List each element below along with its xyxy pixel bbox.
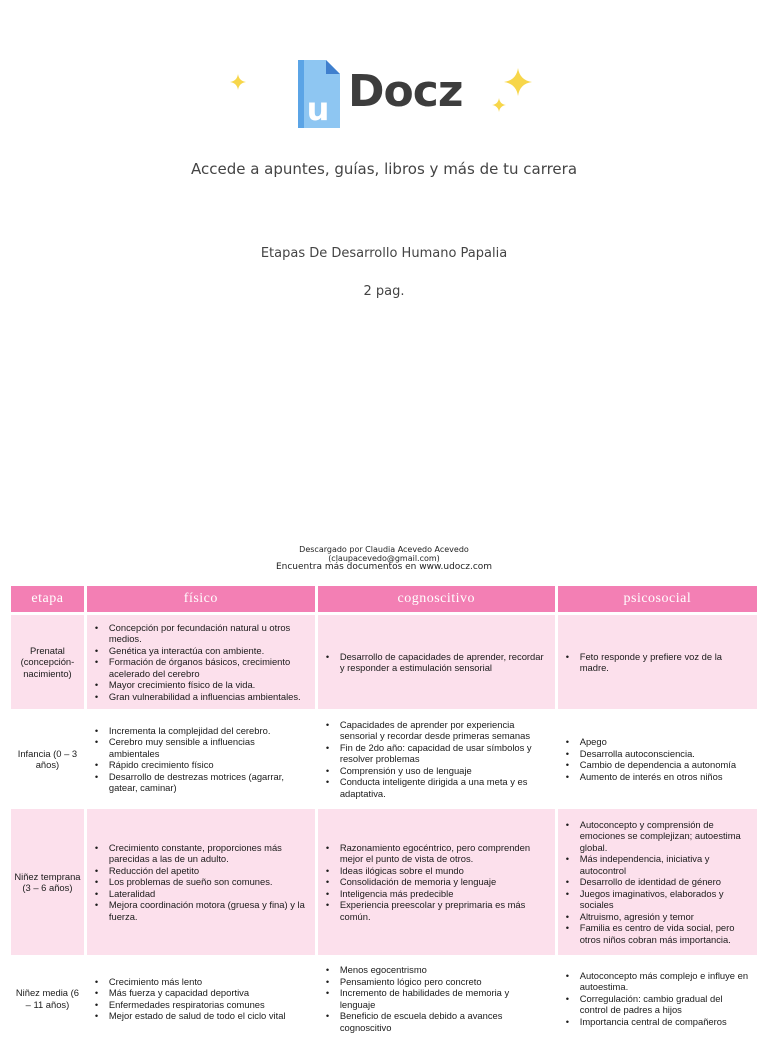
list-item: • Feto responde y prefiere voz de la madre. xyxy=(566,651,749,674)
psicosocial-list xyxy=(558,964,757,1034)
list-item: • Mejora coordinación motora (gruesa y fina) y la fuerza. xyxy=(95,899,307,922)
list-item: • Desarrollo de capacidades de aprender, recordar y responder a estimulación sensorial xyxy=(326,651,547,674)
list-item: • Beneficio de escuela debido a avances cognoscitivo xyxy=(326,1010,547,1033)
list-item: • Importancia central de compañeros xyxy=(566,1016,749,1028)
list-item: • Más independencia, iniciativa y autocontrol xyxy=(566,853,749,876)
sparkle-icon xyxy=(504,68,532,96)
stage-cell: Niñez temprana (3 – 6 años) xyxy=(11,809,84,955)
cognoscitivo-cell xyxy=(318,958,555,1039)
brand-name: Docz xyxy=(348,66,463,117)
table-row xyxy=(11,615,757,709)
fisico-list xyxy=(87,719,315,800)
fisico-list xyxy=(87,616,315,709)
psicosocial-list xyxy=(558,813,757,952)
svg-text:u: u xyxy=(306,90,330,128)
list-item: • Los problemas de sueño son comunes. xyxy=(95,876,307,888)
udocz-logo[interactable] xyxy=(292,54,482,134)
list-item: • Conducta inteligente dirigida a una meta y es adaptativa. xyxy=(326,776,547,799)
psicosocial-cell xyxy=(558,958,757,1039)
cognoscitivo-cell xyxy=(318,615,555,709)
list-item: • Gran vulnerabilidad a influencias ambientales. xyxy=(95,691,307,703)
list-item: • Razonamiento egocéntrico, pero comprenden mejor el punto de vista de otros. xyxy=(326,842,547,865)
document-title[interactable]: Etapas De Desarrollo Humano Papalia xyxy=(260,246,508,261)
tagline: Accede a apuntes, guías, libros y más de tu carrera xyxy=(190,160,578,178)
cognoscitivo-list xyxy=(318,645,555,680)
page-count: 2 pag. xyxy=(363,284,405,299)
list-item: • Reducción del apetito xyxy=(95,865,307,877)
header-psicosocial: psicosocial xyxy=(558,586,757,612)
list-item: • Genética ya interactúa con ambiente. xyxy=(95,645,307,657)
downloader-email: (claupacevedo@gmail.com) xyxy=(328,554,440,563)
list-item: • Lateralidad xyxy=(95,888,307,900)
header-cognoscitivo: cognoscitivo xyxy=(318,586,555,612)
cognoscitivo-cell xyxy=(318,712,555,806)
list-item: • Inteligencia más predecible xyxy=(326,888,547,900)
download-note xyxy=(0,545,768,572)
document-icon xyxy=(296,58,342,130)
fisico-cell xyxy=(87,615,315,709)
sparkle-icon xyxy=(492,98,506,112)
list-item: • Rápido crecimiento físico xyxy=(95,759,307,771)
list-item: • Pensamiento lógico pero concreto xyxy=(326,976,547,988)
list-item: • Cambio de dependencia a autonomía xyxy=(566,759,749,771)
header-fisico: físico xyxy=(87,586,315,612)
stage-cell: Prenatal (concepción-nacimiento) xyxy=(11,615,84,709)
table-row xyxy=(11,809,757,955)
list-item: • Formación de órganos básicos, crecimiento acelerado del cerebro xyxy=(95,656,307,679)
list-item: • Más fuerza y capacidad deportiva xyxy=(95,987,307,999)
list-item: • Familia es centro de vida social, pero otros niños cobran más importancia. xyxy=(566,922,749,945)
list-item: • Menos egocentrismo xyxy=(326,964,547,976)
table-header-row xyxy=(11,586,757,612)
list-item: • Experiencia preescolar y preprimaria es más común. xyxy=(326,899,547,922)
sparkle-icon xyxy=(230,74,246,90)
fisico-cell xyxy=(87,809,315,955)
list-item: • Cerebro muy sensible a influencias ambientales xyxy=(95,736,307,759)
list-item: • Desarrollo de identidad de género xyxy=(566,876,749,888)
list-item: • Enfermedades respiratorias comunes xyxy=(95,999,307,1011)
cognoscitivo-list xyxy=(318,958,555,1039)
list-item: • Apego xyxy=(566,736,749,748)
psicosocial-list xyxy=(558,730,757,788)
list-item: • Capacidades de aprender por experiencia sensorial y recordar desde primeras semanas xyxy=(326,719,547,742)
stage-cell: Niñez media (6 – 11 años) xyxy=(11,958,84,1039)
list-item: • Consolidación de memoria y lenguaje xyxy=(326,876,547,888)
header xyxy=(0,0,768,520)
stage-cell: Infancia (0 – 3 años) xyxy=(11,712,84,806)
psicosocial-list xyxy=(558,645,757,680)
development-stages-table xyxy=(8,583,760,1042)
list-item: • Concepción por fecundación natural u otros medios. xyxy=(95,622,307,645)
list-item: • Aumento de interés en otros niños xyxy=(566,771,749,783)
table-row xyxy=(11,712,757,806)
list-item: • Desarrolla autoconsciencia. xyxy=(566,748,749,760)
more-documents-link[interactable]: Encuentra más documentos en www.udocz.com xyxy=(275,562,493,572)
list-item: • Altruismo, agresión y temor xyxy=(566,911,749,923)
list-item: • Juegos imaginativos, elaborados y sociales xyxy=(566,888,749,911)
fisico-list xyxy=(87,836,315,929)
cognoscitivo-list xyxy=(318,836,555,929)
fisico-list xyxy=(87,970,315,1028)
cognoscitivo-cell xyxy=(318,809,555,955)
psicosocial-cell xyxy=(558,615,757,709)
list-item: • Crecimiento más lento xyxy=(95,976,307,988)
header-etapa: etapa xyxy=(11,586,84,612)
list-item: • Mayor crecimiento físico de la vida. xyxy=(95,679,307,691)
table-row xyxy=(11,958,757,1039)
cognoscitivo-list xyxy=(318,713,555,806)
list-item: • Comprensión y uso de lenguaje xyxy=(326,765,547,777)
list-item: • Corregulación: cambio gradual del control de padres a hijos xyxy=(566,993,749,1016)
table-body xyxy=(11,615,757,1039)
downloaded-by: Descargado por Claudia Acevedo Acevedo xyxy=(299,545,469,554)
list-item: • Crecimiento constante, proporciones más parecidas a las de un adulto. xyxy=(95,842,307,865)
list-item: • Ideas ilógicas sobre el mundo xyxy=(326,865,547,877)
psicosocial-cell xyxy=(558,809,757,955)
list-item: • Mejor estado de salud de todo el ciclo vital xyxy=(95,1010,307,1022)
list-item: • Autoconcepto más complejo e influye en autoestima. xyxy=(566,970,749,993)
list-item: • Autoconcepto y comprensión de emociones se complejizan; autoestima global. xyxy=(566,819,749,854)
list-item: • Fin de 2do año: capacidad de usar símbolos y resolver problemas xyxy=(326,742,547,765)
psicosocial-cell xyxy=(558,712,757,806)
list-item: • Desarrollo de destrezas motrices (agarrar, gatear, caminar) xyxy=(95,771,307,794)
fisico-cell xyxy=(87,712,315,806)
list-item: • Incremento de habilidades de memoria y lenguaje xyxy=(326,987,547,1010)
fisico-cell xyxy=(87,958,315,1039)
list-item: • Incrementa la complejidad del cerebro. xyxy=(95,725,307,737)
